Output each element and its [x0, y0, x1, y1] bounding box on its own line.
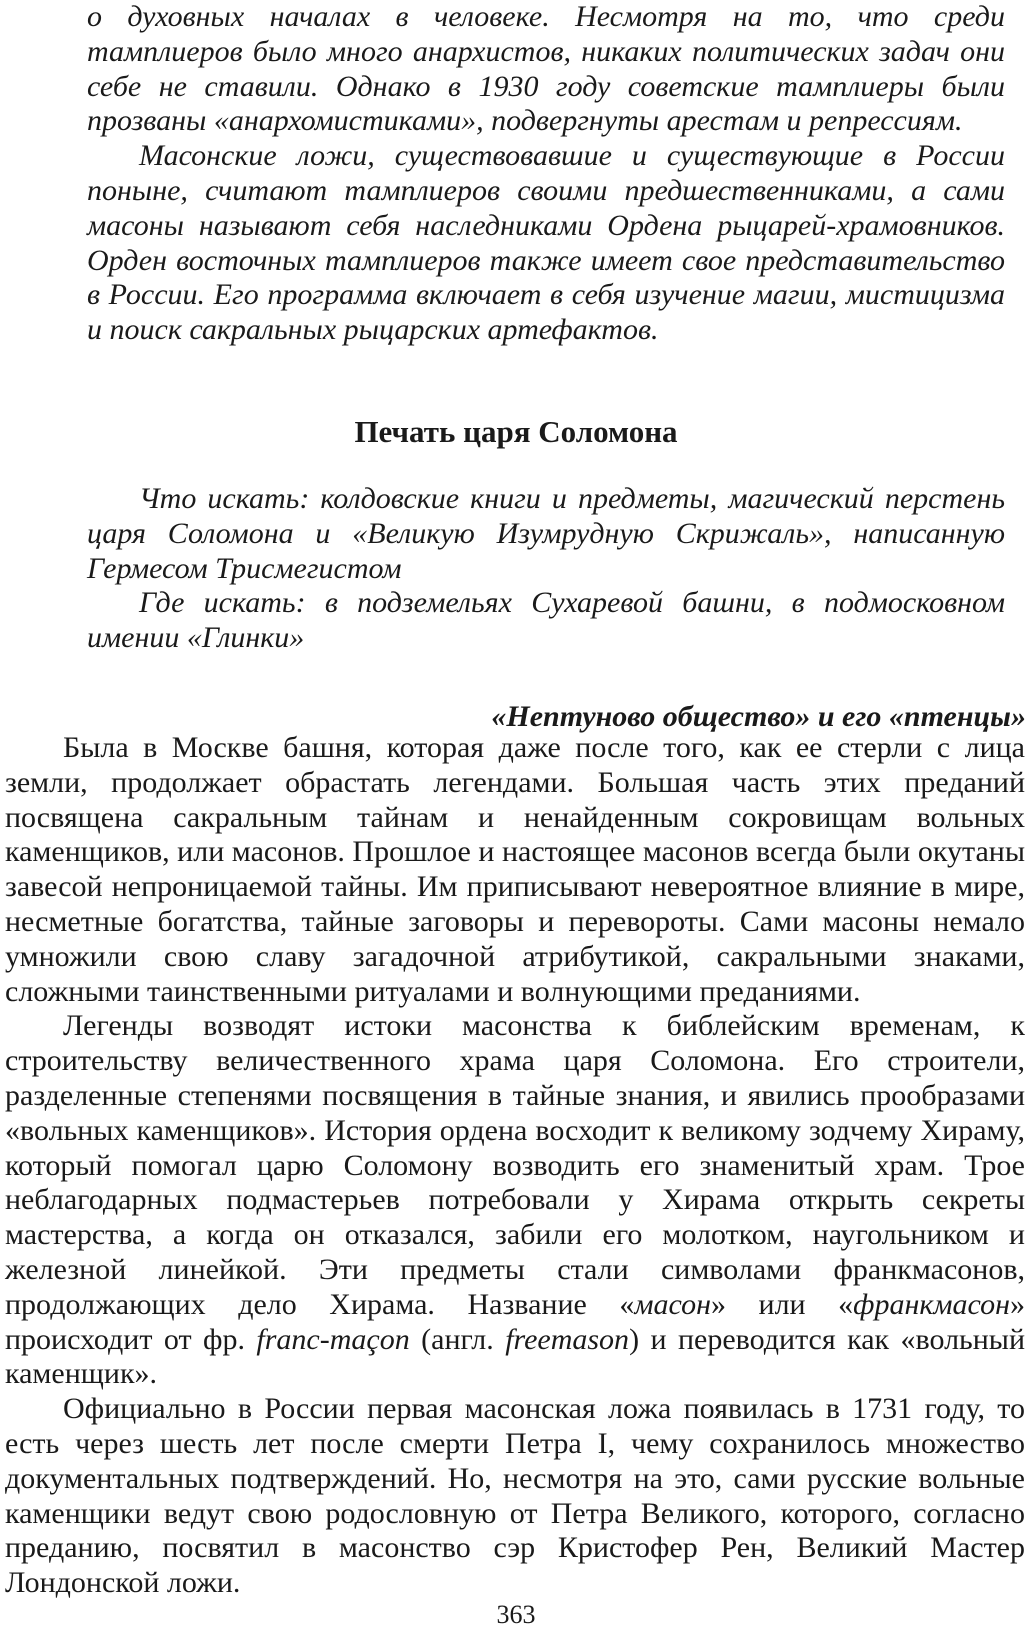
text-run: » или «	[710, 1287, 854, 1321]
text-run: Легенды возводят истоки масонства к библейским временам, к строительству величественного храма царя Соломона. Его строители, разделенные степенями посвящения в тайные знания, и явились прообразами «вольных каменщиков». История ордена восходит к великому зодчему Хираму, который помогал царю Соломону возводить его знаменитый храм. Трое неблагодарных подмастерьев потребовали у Хирама открыть секреты мастерства, а когда он отказался, забили его молотком, наугольником и железной линейкой. Эти предметы стали символами франкмасонов, продолжающих дело Хирама. Название «	[5, 1009, 1025, 1321]
paragraph-legends	[5, 1009, 1025, 1392]
page-number: 363	[496, 1600, 536, 1629]
paragraph-masonic-lodges: Масонские ложи, существовавшие и существующие в России поныне, считают тамплиеров своими предшественниками, а сами масоны называют себя наследниками Ордена рыцарей-храмовников. Орден восточных тамплиеров также имеет свое представительство в России. Его программа включает в себя изучение магии, мистицизма и поиск сакральных рыцарских артефактов.	[87, 139, 1005, 347]
main-text	[5, 731, 1025, 1601]
section-subtitle: «Нептуново общество» и его «птенцы»	[491, 700, 1026, 733]
search-hints	[87, 482, 1005, 656]
paragraph-russia-lodge: Официально в России первая масонская ложа появилась в 1731 году, то есть через шесть лет после смерти Петра I, чему сохранилось множество документальных подтверждений. Но, несмотря на это, сами русские вольные каменщики ведут свою родословную от Петра Великого, которого, согласно преданию, посвятил в масонство сэр Кристофер Рен, Великий Мастер Лондонской ложи.	[5, 1392, 1025, 1600]
top-section	[87, 0, 1005, 348]
term-mason: масон	[634, 1287, 711, 1321]
term-freemason-ru: франкмасон	[853, 1287, 1010, 1321]
section-title: Печать царя Соломона	[354, 414, 678, 449]
where-to-find: Где искать: в подземельях Сухаревой башни, в подмосковном имении «Глинки»	[87, 586, 1005, 655]
paragraph-tower: Была в Москве башня, которая даже после того, как ее стерли с лица земли, продолжает обрастать легендами. Большая часть этих преданий посвящена сакральным тайнам и ненайденным сокровищам вольных каменщиков, или масонов. Прошлое и настоящее масонов всегда были окутаны завесой непроницаемой тайны. Им приписывают невероятное влияние в мире, несметные богатства, тайные заговоры и перевороты. Сами масоны немало умножили свою славу загадочной атрибутикой, сакральными знаками, сложными таинственными ритуалами и волнующими преданиями.	[5, 731, 1025, 1008]
text-run: » происходит от фр.	[5, 1287, 1025, 1356]
term-freemason-en: freemason	[505, 1322, 630, 1356]
paragraph-templars-continued: о духовных началах в человеке. Несмотря на то, что среди тамплиеров было много анархистов, никаких политических задач они себе не ставили. Однако в 1930 году советские тамплиеры были прозваны «анархомистиками», подвергнуты арестам и репрессиям.	[87, 0, 1005, 138]
term-franc-macon: franc-maçon	[256, 1322, 410, 1356]
text-run: ) и переводится как «вольный каменщик».	[5, 1322, 1026, 1391]
what-to-find: Что искать: колдовские книги и предметы, магический перстень царя Соломона и «Великую Изумрудную Скрижаль», написанную Гермесом Трисмегистом	[87, 482, 1005, 585]
text-run: (англ.	[409, 1322, 506, 1356]
